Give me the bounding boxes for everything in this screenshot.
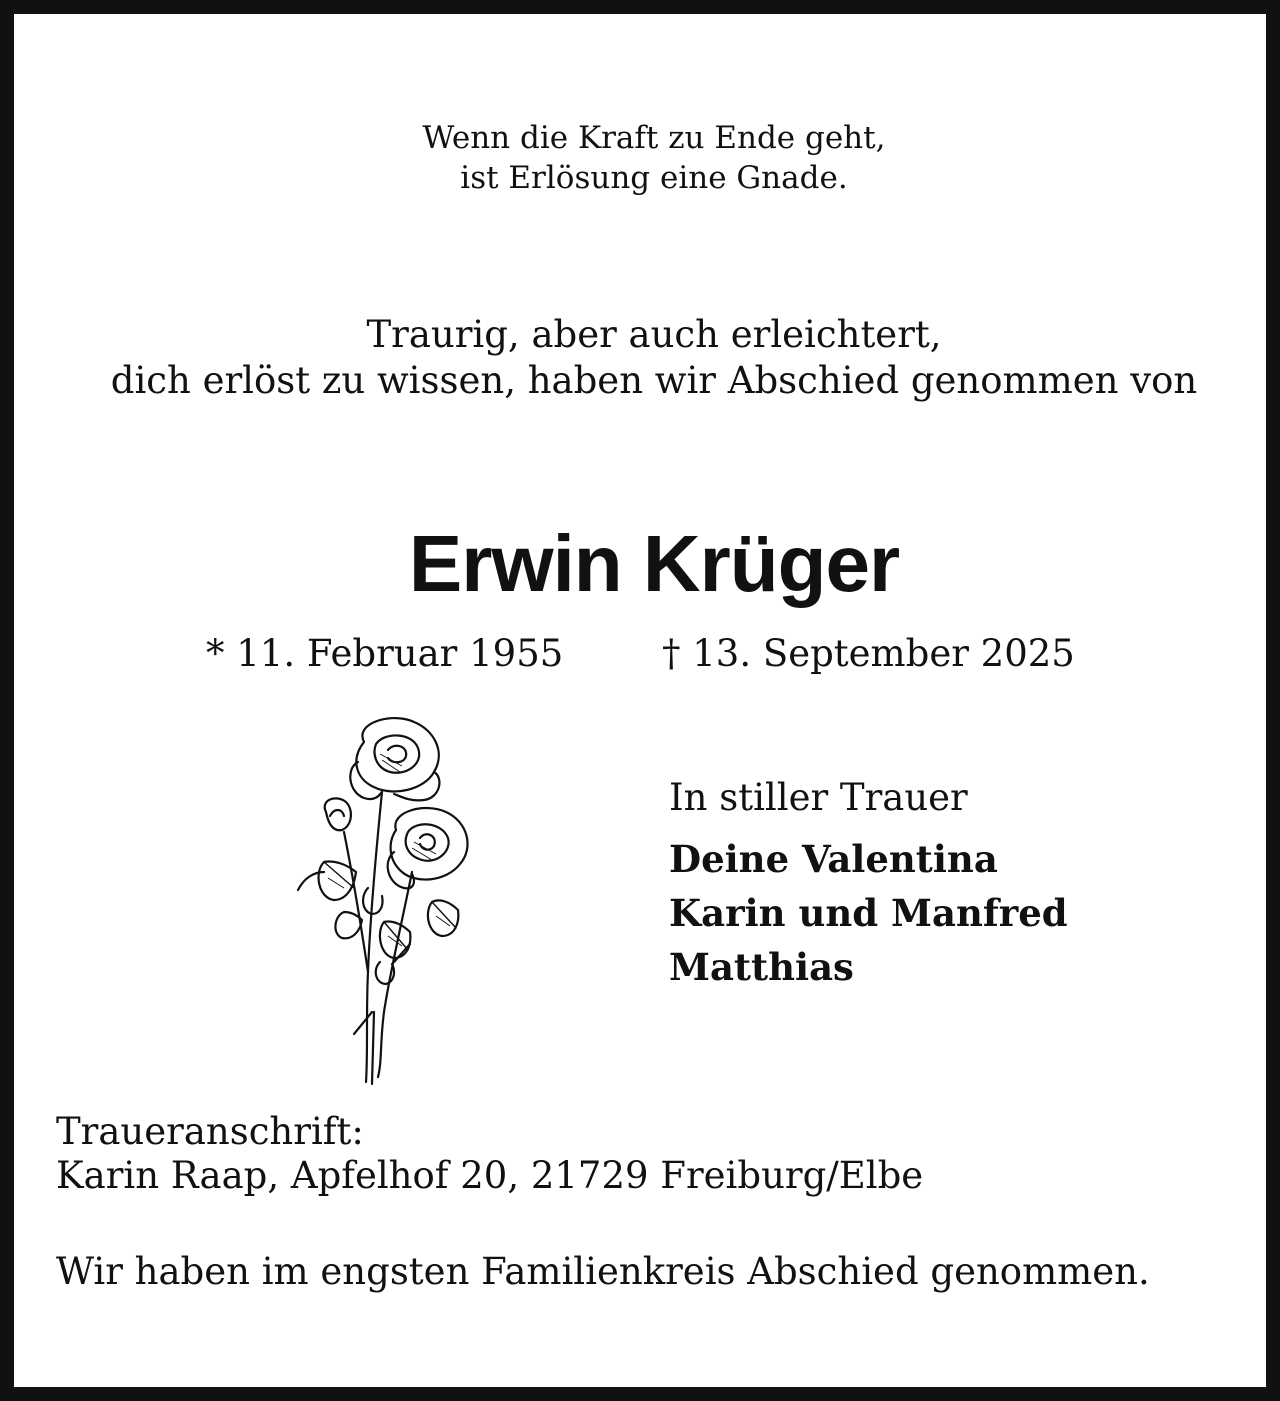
intro-line-1: Traurig, aber auch erleichtert,	[366, 313, 942, 356]
deceased-name: Erwin Krüger	[408, 519, 900, 608]
mourning-label: In stiller Trauer	[669, 776, 968, 819]
mourner-name: Matthias	[669, 945, 854, 989]
address-value: Karin Raap, Apfelhof 20, 21729 Freiburg/Elbe	[56, 1154, 924, 1197]
closing-note: Wir haben im engsten Familienkreis Abschied genommen.	[56, 1250, 1150, 1293]
rose-bouquet-icon	[284, 712, 484, 1092]
address-label: Traueranschrift:	[56, 1110, 364, 1153]
motto-line-2: ist Erlösung eine Gnade.	[460, 160, 848, 196]
birth-date: * 11. Februar 1955	[206, 632, 564, 675]
mourner-name: Deine Valentina	[669, 837, 998, 881]
intro-line-2: dich erlöst zu wissen, haben wir Abschied genommen von	[110, 359, 1198, 402]
death-date: † 13. September 2025	[662, 632, 1075, 675]
mourner-name: Karin und Manfred	[669, 891, 1068, 935]
motto-line-1: Wenn die Kraft zu Ende geht,	[422, 120, 886, 156]
